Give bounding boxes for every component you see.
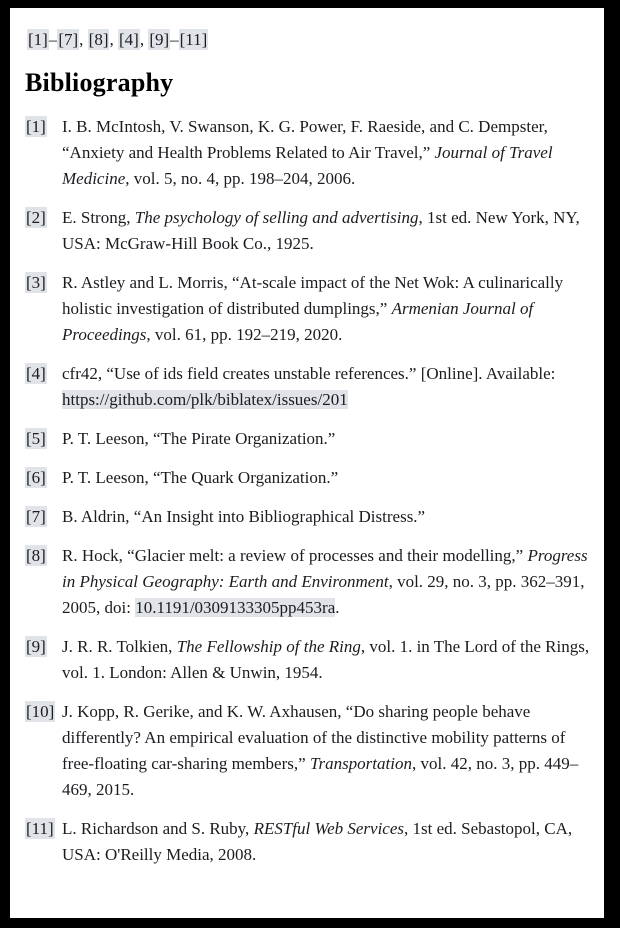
citation-link[interactable]: [8] [88, 30, 109, 49]
reference-label-cell [25, 465, 62, 491]
reference-label-cell [25, 816, 62, 868]
citation-separator: , [139, 30, 149, 49]
reference-segment: P. T. Leeson, “The Quark Organization.” [62, 468, 339, 487]
reference-segment: , 1st ed. Sebastopol, CA, USA: O'Reilly Media, 2008. [62, 819, 573, 864]
reference-text [62, 504, 590, 530]
reference-label-link[interactable]: [9] [26, 637, 46, 656]
reference-segment: I. B. McIntosh, V. Swanson, K. G. Power, F. Raeside, and C. Dempster, “Anxiety and Health Problems Related to Air Travel,” [62, 117, 548, 162]
reference-segment: Journal of Travel Medicine [62, 143, 553, 188]
reference-label-cell [25, 634, 62, 686]
reference-text [62, 634, 590, 686]
reference-entry [25, 816, 590, 868]
references-list [25, 114, 590, 868]
citation-link[interactable]: [4] [118, 30, 139, 49]
reference-label-cell [25, 270, 62, 348]
reference-entry [25, 465, 590, 491]
reference-label-link[interactable]: [1] [26, 117, 46, 136]
reference-segment: , vol. 1. in The Lord of the Rings, vol. 1. London: Allen & Unwin, 1954. [62, 637, 590, 682]
reference-text [62, 543, 590, 621]
reference-label-cell [25, 504, 62, 530]
reference-entry [25, 504, 590, 530]
reference-segment: The psychology of selling and advertising [134, 208, 419, 227]
reference-text [62, 205, 590, 257]
reference-segment: RESTful Web Services [253, 819, 405, 838]
reference-segment: L. Richardson and S. Ruby, [62, 819, 254, 838]
reference-segment: P. T. Leeson, “The Pirate Organization.” [62, 429, 336, 448]
reference-segment: , vol. 29, no. 3, pp. 362–391, 2005, doi: [62, 572, 585, 617]
reference-segment: B. Aldrin, “An Insight into Bibliographical Distress.” [62, 507, 426, 526]
citation-link[interactable]: [7] [58, 30, 79, 49]
reference-segment: , vol. 5, no. 4, pp. 198–204, 2006. [125, 169, 356, 188]
reference-text [62, 270, 590, 348]
reference-label-cell [25, 543, 62, 621]
reference-segment: Armenian Journal of Proceedings [62, 299, 534, 344]
reference-entry [25, 426, 590, 452]
reference-segment: , vol. 42, no. 3, pp. 449–469, 2015. [62, 754, 579, 799]
url-link[interactable]: https://github.com/plk/biblatex/issues/201 [62, 390, 348, 409]
citation-separator: – [48, 30, 58, 49]
reference-segment: , 1st ed. New York, NY, USA: McGraw-Hill Book Co., 1925. [62, 208, 580, 253]
reference-text [62, 816, 590, 868]
reference-entry [25, 543, 590, 621]
reference-segment: cfr42, “Use of ids field creates unstable references.” [Online]. Available: [62, 364, 556, 383]
reference-segment: J. Kopp, R. Gerike, and K. W. Axhausen, “Do sharing people behave differently? An empirical evaluation of the distinctive mobility patterns of free-floating car-sharing members,” [62, 702, 566, 773]
reference-segment: R. Hock, “Glacier melt: a review of processes and their modelling,” [62, 546, 528, 565]
reference-text [62, 426, 590, 452]
reference-text [62, 114, 590, 192]
reference-text [62, 361, 590, 413]
reference-label-cell [25, 699, 62, 803]
document-page [10, 8, 604, 918]
reference-label-cell [25, 361, 62, 413]
reference-label-link[interactable]: [7] [26, 507, 46, 526]
reference-label-cell [25, 205, 62, 257]
reference-label-cell [25, 114, 62, 192]
reference-entry [25, 205, 590, 257]
reference-label-link[interactable]: [5] [26, 429, 46, 448]
reference-label-link[interactable]: [2] [26, 208, 46, 227]
reference-segment: , vol. 61, pp. 192–219, 2020. [146, 325, 343, 344]
citation-separator: – [170, 30, 179, 49]
citation-separator: , [109, 30, 118, 49]
reference-label-link[interactable]: [8] [26, 546, 46, 565]
bibliography-heading: Bibliography [25, 68, 174, 97]
doi-link[interactable]: 10.1191/0309133305pp453ra [135, 598, 336, 617]
reference-label-link[interactable]: [11] [26, 819, 54, 838]
reference-label-cell [25, 426, 62, 452]
reference-entry [25, 634, 590, 686]
reference-text [62, 699, 590, 803]
reference-segment: Progress in Physical Geography: Earth and Environment [62, 546, 588, 591]
reference-label-link[interactable]: [10] [26, 702, 55, 721]
reference-segment: The Fellowship of the Ring [176, 637, 361, 656]
reference-label-link[interactable]: [4] [26, 364, 46, 383]
reference-label-link[interactable]: [3] [26, 273, 46, 292]
reference-segment: R. Astley and L. Morris, “At-scale impact of the Net Wok: A culinarically holistic investigation of distributed dumplings,” [62, 273, 564, 318]
citation-separator: , [79, 30, 88, 49]
citation-link[interactable]: [1] [28, 30, 48, 49]
reference-entry [25, 114, 590, 192]
reference-label-link[interactable]: [6] [26, 468, 46, 487]
citation-line [27, 29, 590, 51]
reference-entry [25, 361, 590, 413]
reference-entry [25, 270, 590, 348]
citation-link[interactable]: [9] [149, 30, 170, 49]
citation-link[interactable]: [11] [179, 30, 208, 49]
reference-segment: E. Strong, [62, 208, 135, 227]
reference-segment: . [335, 598, 340, 617]
reference-entry [25, 699, 590, 803]
reference-segment: Transportation [309, 754, 412, 773]
reference-segment: J. R. R. Tolkien, [62, 637, 177, 656]
reference-text [62, 465, 590, 491]
